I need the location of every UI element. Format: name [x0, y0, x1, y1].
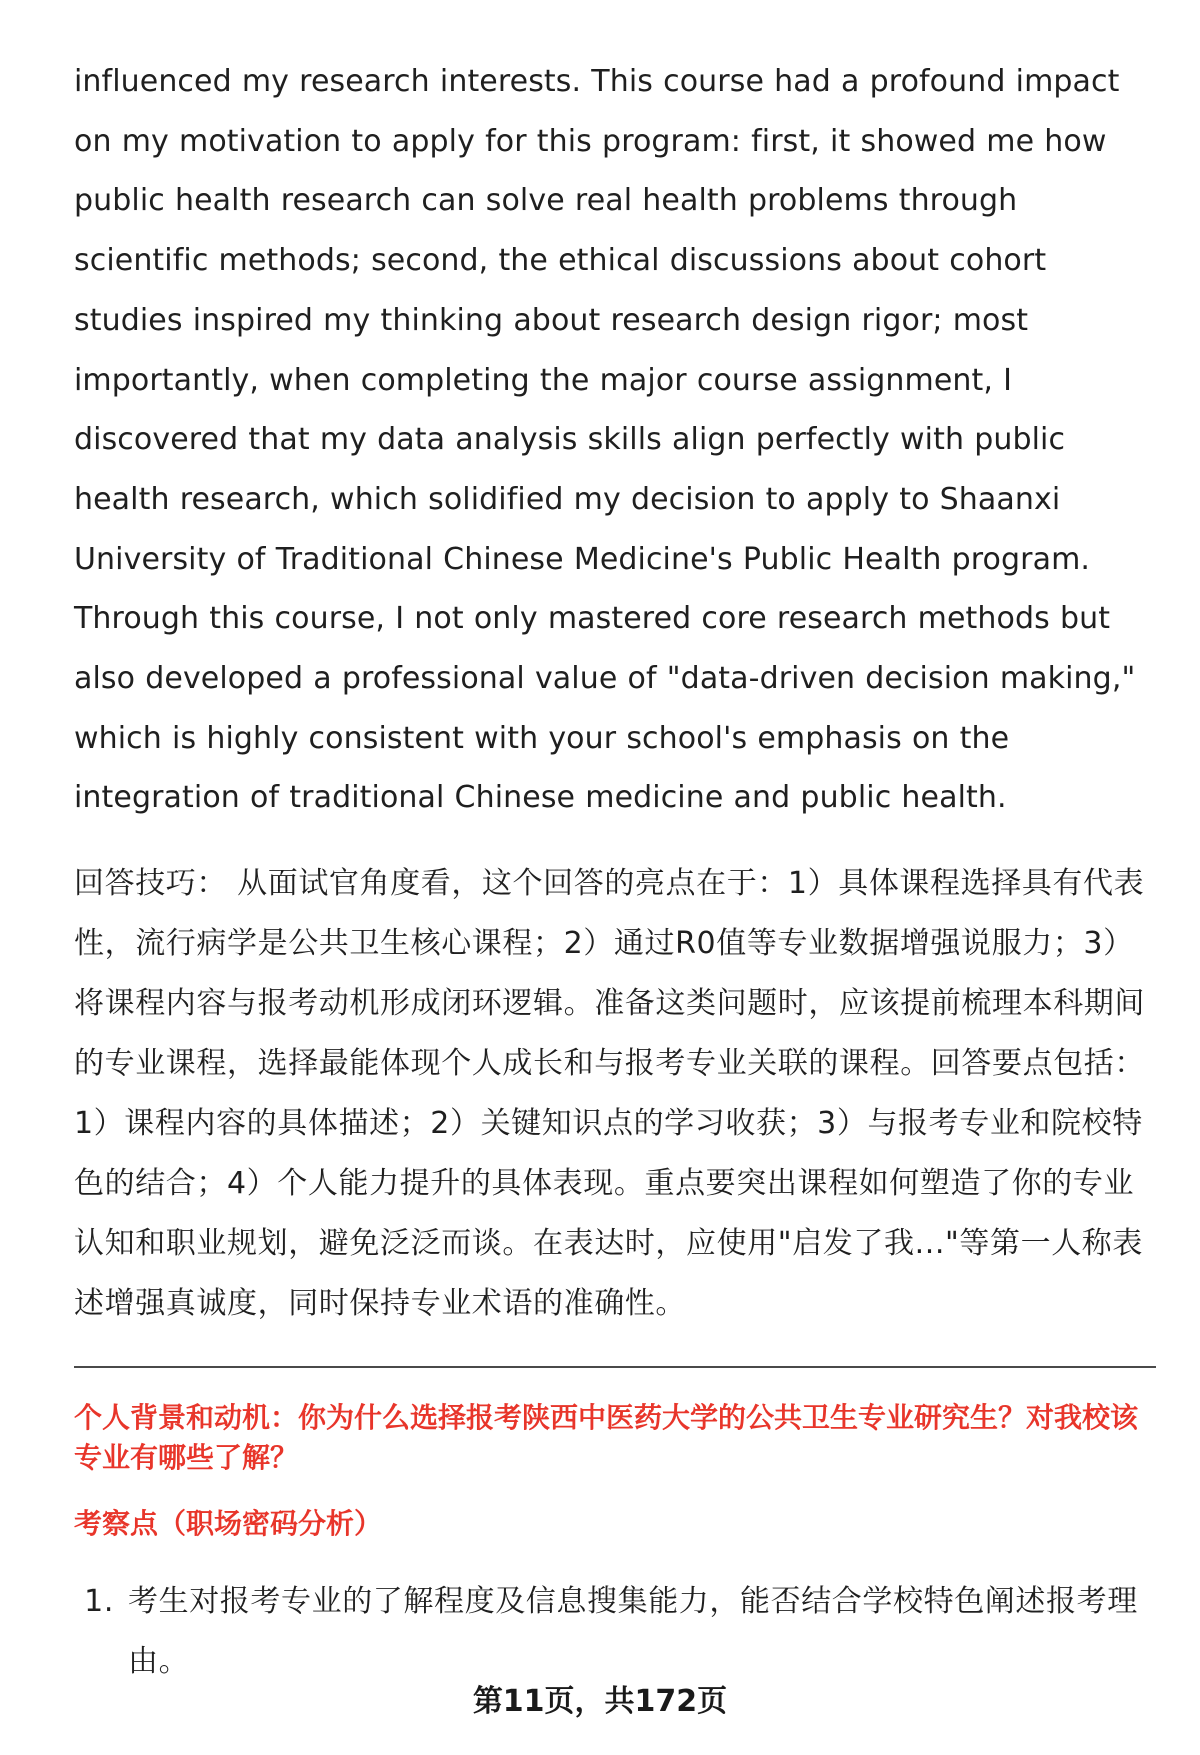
question-title: 个人背景和动机：你为什么选择报考陕西中医药大学的公共卫生专业研究生？对我校该专业有哪些了解？	[74, 1401, 1139, 1475]
list-item-text: 考生对报考专业的了解程度及信息搜集能力，能否结合学校特色阐述报考理由。	[128, 1584, 1138, 1680]
document-page	[74, 52, 1156, 1692]
list-item	[74, 1572, 1156, 1692]
page-number-footer: 第11页，共172页	[472, 1684, 728, 1719]
answer-paragraph-english: influenced my research interests. This course had a profound impact on my motivation to apply for this program: first, it showed me how public health research can solve real health problems through scientific methods; second, the ethical discussions about cohort studies inspired my thinking about research design rigor; most importantly, when completing the major course assignment, I discovered that my data analysis skills align perfectly with public health research, which solidified my decision to apply to Shaanxi University of Traditional Chinese Medicine's Public Health program. Through this course, I not only mastered core research methods but also developed a professional value of "data-driven decision making," which is highly consistent with your school's emphasis on the integration of traditional Chinese medicine and public health.	[74, 64, 1136, 816]
answer-tips-paragraph: 回答技巧： 从面试官角度看，这个回答的亮点在于：1）具体课程选择具有代表性，流行病学是公共卫生核心课程；2）通过R0值等专业数据增强说服力；3）将课程内容与报考动机形成闭环逻辑。准备这类问题时，应该提前梳理本科期间的专业课程，选择最能体现个人成长和与报考专业关联的课程。回答要点包括：1）课程内容的具体描述；2）关键知识点的学习收获；3）与报考专业和院校特色的结合；4）个人能力提升的具体表现。重点要突出课程如何塑造了你的专业认知和职业规划，避免泛泛而谈。在表达时，应使用"启发了我..."等第一人称表述增强真诚度，同时保持专业术语的准确性。	[74, 866, 1145, 1322]
list-item-number: 1.	[84, 1584, 114, 1620]
assessment-points-list	[74, 1572, 1156, 1692]
section-heading: 考察点（职场密码分析）	[74, 1507, 383, 1541]
section-divider	[74, 1366, 1156, 1368]
